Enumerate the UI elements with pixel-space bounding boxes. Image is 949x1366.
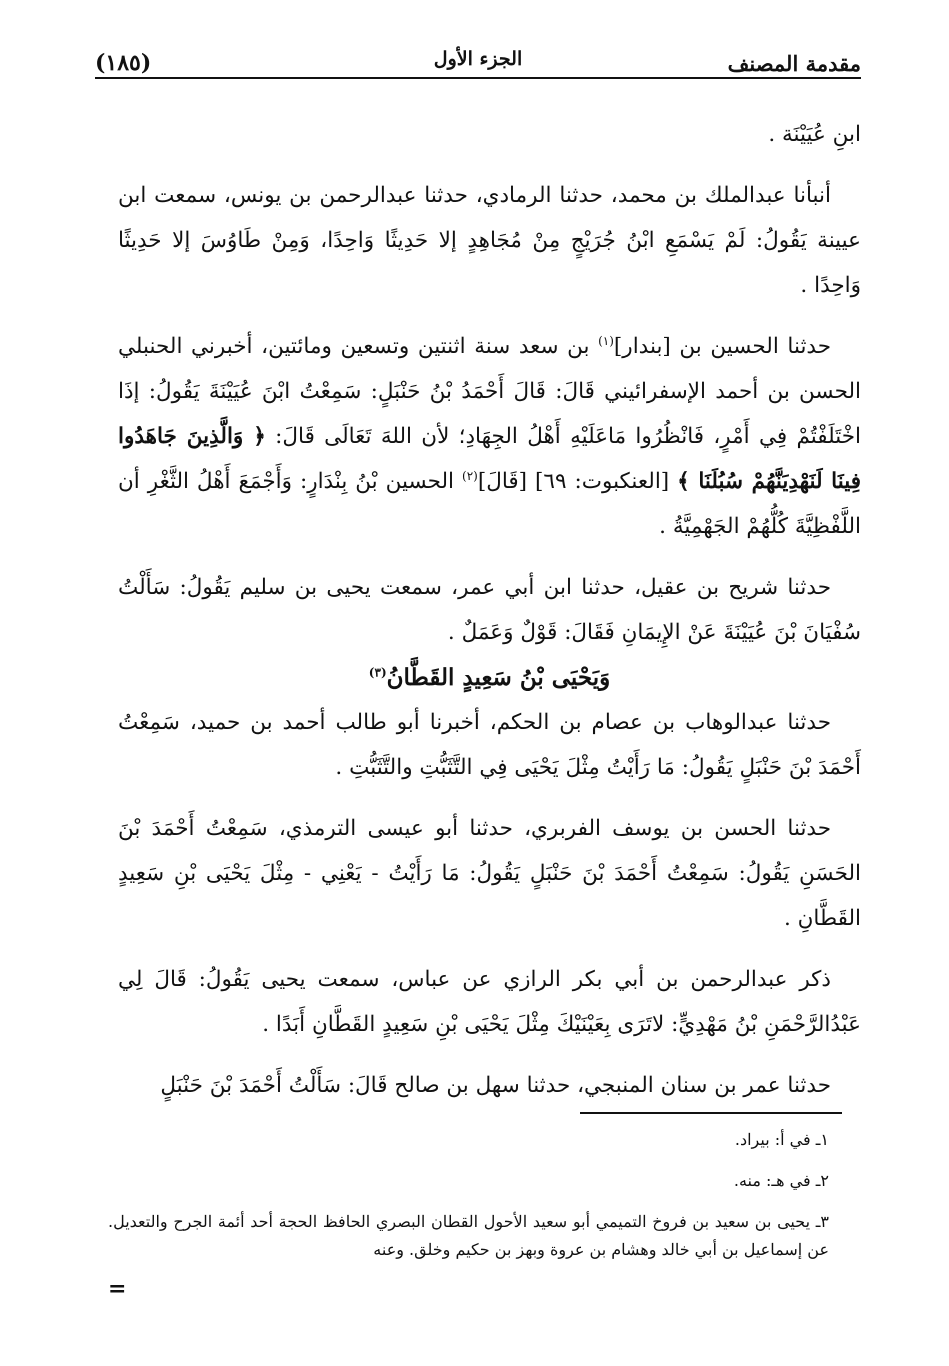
quran-verse: ﴿ وَالَّذِينَ جَاهَدُوا فِينَا لَنَهْدِيَنَّهُمْ سُبُلَنَا ﴾ bbox=[118, 424, 861, 494]
paragraph: حدثنا عبدالوهاب بن عصام بن الحكم، أخبرنا أبو طالب أحمد بن حميد، سَمِعْتُ أَحْمَدَ بْنَ حَنْبَلٍ يَقُولُ: مَا رَأَيْتُ مِثْلَ يَحْيَى فِي التَّثَبُّتِ والتَّثَبُّتِ . bbox=[118, 710, 861, 780]
footnote-rule bbox=[580, 1112, 842, 1114]
paragraph: حدثنا شريح بن عقيل، حدثنا ابن أبي عمر، سمعت يحيى بن سليم يَقُولُ: سَأَلْتُ سُفْيَانَ بْنَ عُيَيْنَةَ عَنْ الإِيمَانِ فَقَالَ: قَوْلٌ وَعَمَلٌ . bbox=[118, 575, 861, 645]
paragraph: حدثنا عمر بن سنان المنبجي، حدثنا سهل بن صالح قَالَ: سَأَلْتُ أَحْمَدَ بْنَ حَنْبَلٍ bbox=[160, 1073, 831, 1098]
footnote: ٢ـ في هـ: منه. bbox=[733, 1171, 829, 1190]
paragraph-segment: بن سعد سنة اثنتين وتسعين ومائتين، أخبرني الحنبلي الحسن بن أحمد الإسفرائيني قَالَ: قَالَ أَحْمَدُ بْنُ حَنْبَلٍ: سَمِعْتُ ابْنَ عُيَيْنَةَ يَقُولُ: إذَا اخْتَلَفْتُمْ فِي أَمْرٍ، فَانْظُرُوا مَاعَلَيْهِ أَهْلُ الجِهَادِ؛ لأن اللهَ تَعَالَى قَالَ: bbox=[118, 334, 861, 449]
paragraph-segment: الحسين بْنُ بِنْدَارٍ: وَأَجْمَعَ أَهْلُ الثَّغْرِ أن اللَّفْظِيَّةَ كُلُّهُمْ الجَهْمِيَّةُ . bbox=[118, 469, 861, 539]
paragraph: ذكر عبدالرحمن بن أبي بكر الرازي عن عباس، سمعت يحيى يَقُولُ: قَالَ لِي عَبْدُالرَّحْمَنِ بْنُ مَهْدِيٍّ: لاتَرَى بِعَيْنَيْكَ مِثْلَ يَحْيَى بْنِ سَعِيدٍ القَطَّانِ أَبَدًا . bbox=[118, 967, 861, 1037]
footnote-ref: (٣) bbox=[368, 665, 387, 680]
paragraph-segment: حدثنا الحسين بن [بندار] bbox=[613, 334, 832, 359]
main-text bbox=[118, 112, 861, 1108]
footnotes bbox=[108, 1126, 829, 1264]
section-title-text: وَيَحْيَى بْنُ سَعِيدٍ القَطَّانُ bbox=[386, 664, 611, 691]
footnote-ref: (١) bbox=[598, 333, 614, 348]
paragraph: حدثنا الحسن بن يوسف الفربري، حدثنا أبو عيسى الترمذي، سَمِعْتُ أَحْمَدَ بْنَ الحَسَنِ يَقُولُ: سَمِعْتُ أَحْمَدَ بْنَ حَنْبَلٍ يَقُولُ: مَا رَأَيْتُ - يَعْنِي - مِثْلَ يَحْيَى بْنِ سَعِيدٍ القَطَّانِ . bbox=[118, 816, 861, 931]
verse-citation: [العنكبوت: ٦٩] [قَالَ] bbox=[477, 469, 670, 494]
running-header bbox=[95, 38, 861, 76]
page-number: (١٨٥) bbox=[95, 50, 152, 76]
paragraph: أنبأنا عبدالملك بن محمد، حدثنا الرمادي، حدثنا عبدالرحمن بن يونس، سمعت ابن عيينة يَقُولُ: لَمْ يَسْمَعِ ابْنُ جُرَيْجٍ مِنْ مُجَاهِدٍ إلا حَدِيثًا وَاحِدًا، وَمِنْ طَاوُسَ إلا حَدِيثًا وَاحِدًا . bbox=[118, 183, 861, 298]
paragraph: ابنِ عُيَيْنَة . bbox=[768, 122, 861, 147]
footnote-ref: (٢) bbox=[462, 468, 478, 483]
paragraph bbox=[118, 324, 861, 549]
header-rule bbox=[95, 77, 861, 79]
volume-label: الجزء الأول bbox=[433, 48, 523, 70]
book-title: مقدمة المصنف bbox=[727, 51, 861, 76]
section-title bbox=[118, 655, 861, 700]
footnote: ١ـ في أ: بيراد. bbox=[734, 1130, 829, 1149]
footnote: ٣ـ يحيى بن سعيد بن فروخ التميمي أبو سعيد الأحول القطان البصري الحافظ الحجة أحد أئمة الجرح والتعديل. عن إسماعيل بن أبي خالد وهشام بن عروة وبهز بن حكيم وخلق. وعنه bbox=[108, 1212, 829, 1259]
continuation-mark: = bbox=[108, 1276, 127, 1302]
